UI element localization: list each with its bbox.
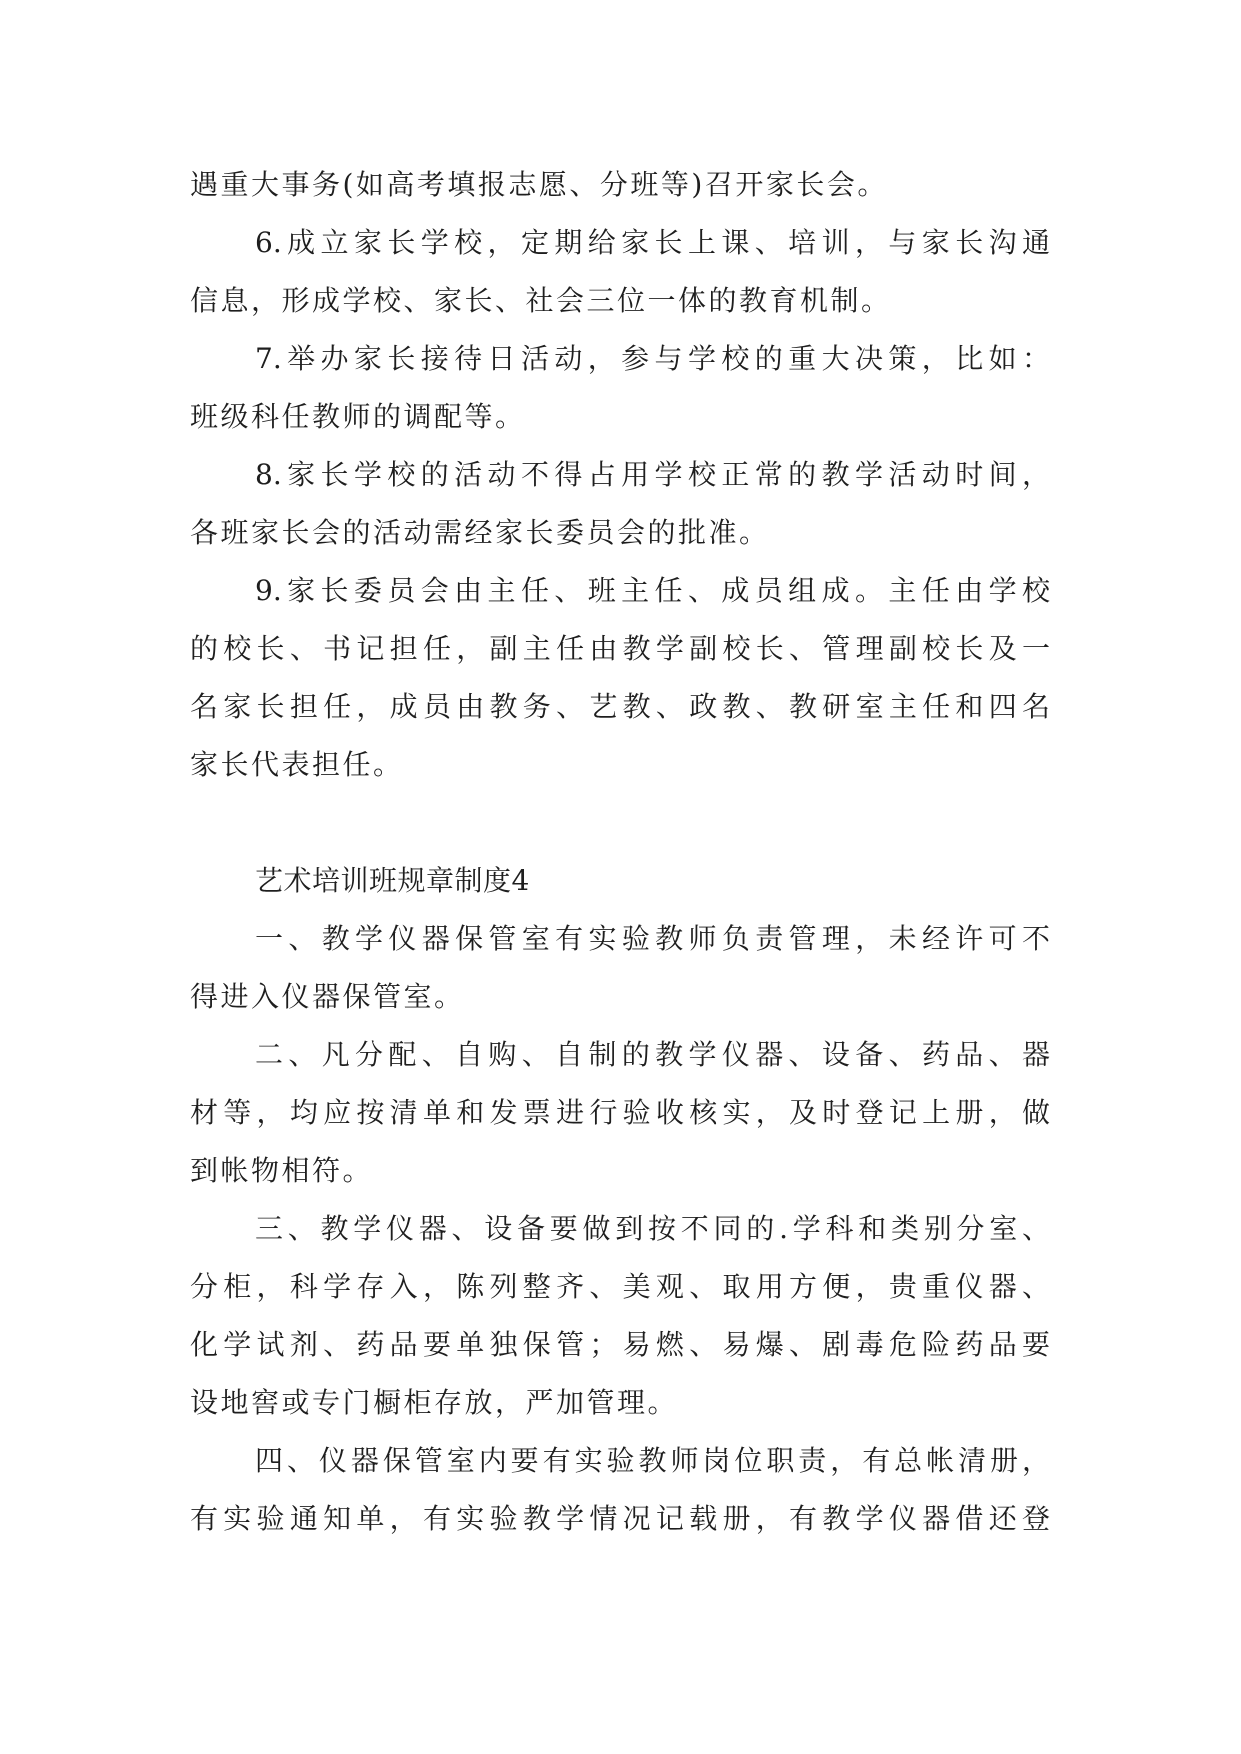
paragraph-line: 分柜，科学存入，陈列整齐、美观、取用方便，贵重仪器、: [190, 1270, 1050, 1303]
paragraph-line: 家长代表担任。: [190, 748, 404, 781]
document-body: [190, 156, 1050, 1548]
paragraph-line: 6.成立家长学校，定期给家长上课、培训，与家长沟通: [255, 226, 1050, 259]
paragraph-line: 一、教学仪器保管室有实验教师负责管理，未经许可不: [255, 922, 1050, 955]
paragraph-line: 的校长、书记担任，副主任由教学副校长、管理副校长及一: [190, 632, 1050, 665]
paragraph-line: 三、教学仪器、设备要做到按不同的.学科和类别分室、: [255, 1212, 1050, 1245]
paragraph-line: 得进入仪器保管室。: [190, 980, 465, 1013]
paragraph-line: 有实验通知单，有实验教学情况记载册，有教学仪器借还登: [190, 1502, 1050, 1535]
paragraph-line: 信息，形成学校、家长、社会三位一体的教育机制。: [190, 284, 892, 317]
paragraph-line: 设地窖或专门橱柜存放，严加管理。: [190, 1386, 679, 1419]
paragraph-line: 8.家长学校的活动不得占用学校正常的教学活动时间，: [255, 458, 1050, 491]
paragraph-line: 各班家长会的活动需经家长委员会的批准。: [190, 516, 770, 549]
paragraph-line: 名家长担任，成员由教务、艺教、政教、教研室主任和四名: [190, 690, 1050, 723]
paragraph-line: 二、凡分配、自购、自制的教学仪器、设备、药品、器: [255, 1038, 1050, 1071]
paragraph-line: 化学试剂、药品要单独保管；易燃、易爆、剧毒危险药品要: [190, 1328, 1050, 1361]
paragraph-line: 班级科任教师的调配等。: [190, 400, 526, 433]
paragraph-line: 7.举办家长接待日活动，参与学校的重大决策，比如：: [255, 342, 1050, 375]
paragraph-line: 9.家长委员会由主任、班主任、成员组成。主任由学校: [255, 574, 1050, 607]
paragraph-line: 四、仪器保管室内要有实验教师岗位职责，有总帐清册，: [255, 1444, 1050, 1477]
section-title: 艺术培训班规章制度4: [255, 864, 530, 897]
paragraph-line: 材等，均应按清单和发票进行验收核实，及时登记上册，做: [190, 1096, 1050, 1129]
paragraph-line: 遇重大事务(如高考填报志愿、分班等)召开家长会。: [190, 168, 888, 201]
paragraph-line: 到帐物相符。: [190, 1154, 374, 1187]
paragraph-spacer: [190, 794, 1050, 852]
